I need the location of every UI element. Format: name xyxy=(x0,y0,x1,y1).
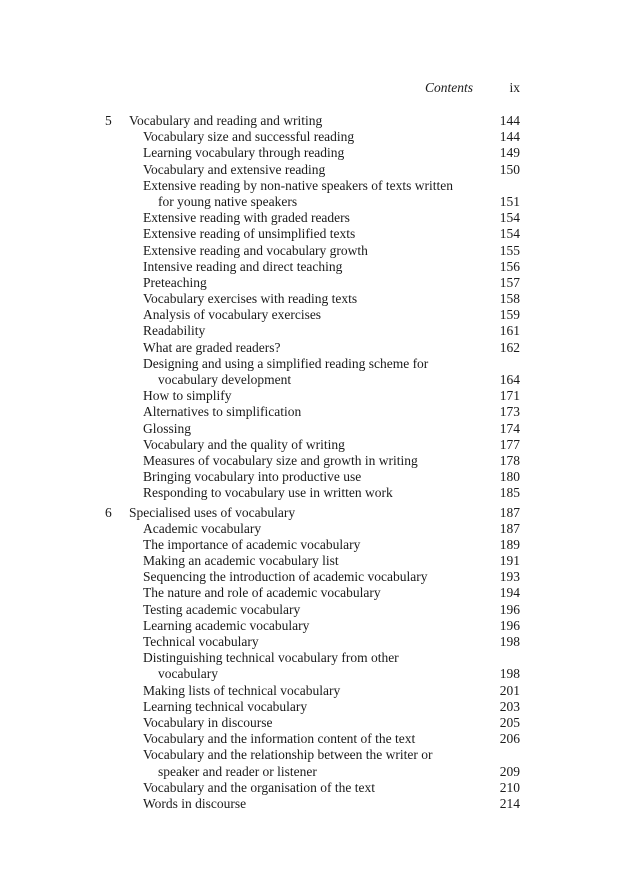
section-title: Readability xyxy=(143,323,206,339)
section-page-number: 210 xyxy=(499,779,520,795)
section-page-number: 205 xyxy=(499,714,520,730)
table-of-contents xyxy=(0,113,638,812)
toc-entry[interactable] xyxy=(0,650,638,682)
section-title: Preteaching xyxy=(143,274,207,290)
toc-entry-line xyxy=(0,618,638,634)
toc-entry[interactable] xyxy=(0,275,638,291)
toc-entry[interactable] xyxy=(0,162,638,178)
toc-entry[interactable] xyxy=(0,731,638,747)
toc-entry-continuation-line xyxy=(0,764,638,780)
toc-entry[interactable] xyxy=(0,145,638,161)
toc-entry[interactable] xyxy=(0,210,638,226)
toc-entry[interactable] xyxy=(0,747,638,779)
toc-entry-line xyxy=(0,226,638,242)
section-page-number: 185 xyxy=(499,485,520,501)
section-page-number: 158 xyxy=(499,291,520,307)
toc-entry-line xyxy=(0,485,638,501)
section-page-number: 194 xyxy=(499,585,520,601)
toc-entry[interactable] xyxy=(0,388,638,404)
section-page-number: 196 xyxy=(499,601,520,617)
toc-entry[interactable] xyxy=(0,634,638,650)
running-head xyxy=(0,80,638,98)
section-page-number: 191 xyxy=(499,553,520,569)
toc-entry-line xyxy=(0,162,638,178)
toc-entry-line xyxy=(0,210,638,226)
section-title: Vocabulary and the information content of the text xyxy=(143,731,416,747)
section-title: Vocabulary exercises with reading texts xyxy=(143,291,358,307)
section-title: speaker and reader or listener xyxy=(158,763,317,779)
section-page-number: 198 xyxy=(499,666,520,682)
section-title: for young native speakers xyxy=(158,193,298,209)
section-title: Glossing xyxy=(143,420,192,436)
toc-entry[interactable] xyxy=(0,780,638,796)
toc-entry[interactable] xyxy=(0,485,638,501)
toc-chapter xyxy=(0,505,638,813)
toc-entry[interactable] xyxy=(0,437,638,453)
section-page-number: 174 xyxy=(499,420,520,436)
toc-entry[interactable] xyxy=(0,453,638,469)
toc-entry[interactable] xyxy=(0,129,638,145)
toc-entry[interactable] xyxy=(0,521,638,537)
toc-entry-line xyxy=(0,145,638,161)
toc-entry[interactable] xyxy=(0,259,638,275)
toc-entry[interactable] xyxy=(0,683,638,699)
section-title: Designing and using a simplified reading scheme for xyxy=(143,355,429,371)
section-page-number: 149 xyxy=(499,145,520,161)
chapter-number: 5 xyxy=(105,113,112,128)
toc-chapter-heading[interactable] xyxy=(0,505,638,521)
toc-entry[interactable] xyxy=(0,243,638,259)
section-page-number: 187 xyxy=(499,520,520,536)
running-head-page-number: ix xyxy=(509,80,520,95)
section-title: Measures of vocabulary size and growth in writing xyxy=(143,452,418,468)
toc-entry[interactable] xyxy=(0,569,638,585)
section-title: Analysis of vocabulary exercises xyxy=(143,307,322,323)
toc-entry-line xyxy=(0,307,638,323)
section-page-number: 193 xyxy=(499,569,520,585)
toc-entry[interactable] xyxy=(0,340,638,356)
toc-entry-line xyxy=(0,421,638,437)
chapter-title: Vocabulary and reading and writing xyxy=(129,113,323,128)
section-page-number: 198 xyxy=(499,634,520,649)
section-title: Alternatives to simplification xyxy=(143,404,302,420)
section-page-number: 189 xyxy=(499,536,520,552)
toc-entry-line xyxy=(0,291,638,307)
chapter-title: Specialised uses of vocabulary xyxy=(129,504,296,520)
toc-entry-line xyxy=(0,275,638,291)
section-page-number: 209 xyxy=(499,763,520,779)
toc-entry-line xyxy=(0,340,638,356)
toc-entry-line xyxy=(0,634,638,650)
toc-entry[interactable] xyxy=(0,356,638,388)
toc-entry-line xyxy=(0,569,638,585)
toc-entry[interactable] xyxy=(0,585,638,601)
section-title: Responding to vocabulary use in written work xyxy=(143,485,393,501)
toc-entry[interactable] xyxy=(0,323,638,339)
toc-entry-line xyxy=(0,469,638,485)
section-page-number: 156 xyxy=(499,258,520,274)
section-title: Sequencing the introduction of academic vocabulary xyxy=(143,569,428,585)
toc-entry-line xyxy=(0,796,638,812)
section-page-number: 159 xyxy=(499,307,520,323)
chapter-page-number: 187 xyxy=(499,504,520,520)
toc-entry-continuation-line xyxy=(0,372,638,388)
toc-entry[interactable] xyxy=(0,421,638,437)
section-page-number: 206 xyxy=(499,731,520,747)
section-title: What are graded readers? xyxy=(143,339,281,355)
section-page-number: 151 xyxy=(499,193,520,209)
toc-entry[interactable] xyxy=(0,618,638,634)
section-title: Technical vocabulary xyxy=(143,634,259,649)
toc-entry-line xyxy=(0,404,638,420)
section-title: Extensive reading with graded readers xyxy=(143,210,350,226)
section-page-number: 173 xyxy=(499,404,520,420)
section-title: Vocabulary and extensive reading xyxy=(143,161,326,177)
toc-entry-line xyxy=(0,129,638,145)
section-title: Distinguishing technical vocabulary from other xyxy=(143,650,399,666)
section-title: vocabulary development xyxy=(158,372,292,387)
toc-entry-line xyxy=(0,437,638,453)
section-title: Vocabulary and the organisation of the text xyxy=(143,779,375,795)
section-page-number: 201 xyxy=(499,682,520,698)
section-title: Bringing vocabulary into productive use xyxy=(143,469,362,485)
section-title: Extensive reading and vocabulary growth xyxy=(143,242,368,258)
section-page-number: 214 xyxy=(499,795,520,811)
toc-entry[interactable] xyxy=(0,602,638,618)
toc-entry[interactable] xyxy=(0,178,638,210)
toc-entry-continuation-line xyxy=(0,666,638,682)
section-page-number: 196 xyxy=(499,617,520,633)
section-page-number: 155 xyxy=(499,242,520,258)
section-page-number: 203 xyxy=(499,698,520,714)
section-page-number: 154 xyxy=(499,210,520,226)
toc-entry-line xyxy=(0,178,638,194)
toc-entry[interactable] xyxy=(0,699,638,715)
section-title: How to simplify xyxy=(143,388,232,404)
section-page-number: 177 xyxy=(499,436,520,452)
section-title: Learning technical vocabulary xyxy=(143,698,308,714)
running-head-title: Contents xyxy=(424,80,473,95)
section-title: Extensive reading of unsimplified texts xyxy=(143,226,356,242)
toc-entry-line xyxy=(0,388,638,404)
section-page-number: 150 xyxy=(499,161,520,177)
section-page-number: 144 xyxy=(499,129,520,145)
toc-entry-line xyxy=(0,699,638,715)
toc-entry-line xyxy=(0,650,638,666)
toc-entry-line xyxy=(0,715,638,731)
toc-entry-line xyxy=(0,453,638,469)
toc-entry-line xyxy=(0,731,638,747)
section-title: Words in discourse xyxy=(143,795,247,811)
toc-entry-continuation-line xyxy=(0,194,638,210)
toc-entry[interactable] xyxy=(0,291,638,307)
toc-chapter xyxy=(0,113,638,502)
toc-entry[interactable] xyxy=(0,715,638,731)
toc-entry-line xyxy=(0,747,638,763)
section-title: Vocabulary and the quality of writing xyxy=(143,436,345,452)
section-page-number: 162 xyxy=(499,339,520,355)
section-title: Vocabulary size and successful reading xyxy=(143,129,355,145)
section-title: Intensive reading and direct teaching xyxy=(143,258,343,274)
section-page-number: 161 xyxy=(499,323,520,339)
section-page-number: 180 xyxy=(499,469,520,485)
toc-entry-line xyxy=(0,602,638,618)
toc-entry[interactable] xyxy=(0,307,638,323)
toc-entry-line xyxy=(0,259,638,275)
chapter-page-number: 144 xyxy=(499,113,520,128)
toc-chapter-heading[interactable] xyxy=(0,113,638,129)
toc-entry-line xyxy=(0,356,638,372)
toc-entry-line xyxy=(0,323,638,339)
toc-entry-line xyxy=(0,585,638,601)
section-title: vocabulary xyxy=(158,666,218,682)
toc-entry[interactable] xyxy=(0,553,638,569)
section-title: Extensive reading by non-native speakers of texts written xyxy=(143,177,454,193)
section-page-number: 154 xyxy=(499,226,520,242)
section-title: Vocabulary and the relationship between the writer or xyxy=(143,747,433,763)
toc-entry[interactable] xyxy=(0,469,638,485)
toc-entry-line xyxy=(0,683,638,699)
section-title: Making an academic vocabulary list xyxy=(143,553,339,569)
toc-entry[interactable] xyxy=(0,226,638,242)
toc-entry-line xyxy=(0,780,638,796)
section-page-number: 164 xyxy=(499,372,520,387)
toc-entry-line xyxy=(0,537,638,553)
section-title: Academic vocabulary xyxy=(143,520,262,536)
section-page-number: 171 xyxy=(499,388,520,404)
chapter-number: 6 xyxy=(105,504,112,520)
section-title: Learning academic vocabulary xyxy=(143,617,310,633)
toc-entry[interactable] xyxy=(0,796,638,812)
toc-entry-line xyxy=(0,553,638,569)
section-title: Learning vocabulary through reading xyxy=(143,145,345,161)
toc-entry-line xyxy=(0,243,638,259)
toc-entry[interactable] xyxy=(0,537,638,553)
section-page-number: 157 xyxy=(499,274,520,290)
section-title: The nature and role of academic vocabulary xyxy=(143,585,381,601)
toc-entry[interactable] xyxy=(0,404,638,420)
section-title: Vocabulary in discourse xyxy=(143,714,273,730)
section-title: Making lists of technical vocabulary xyxy=(143,682,341,698)
toc-entry-line xyxy=(0,521,638,537)
section-page-number: 178 xyxy=(499,452,520,468)
section-title: Testing academic vocabulary xyxy=(143,601,301,617)
section-title: The importance of academic vocabulary xyxy=(143,536,361,552)
